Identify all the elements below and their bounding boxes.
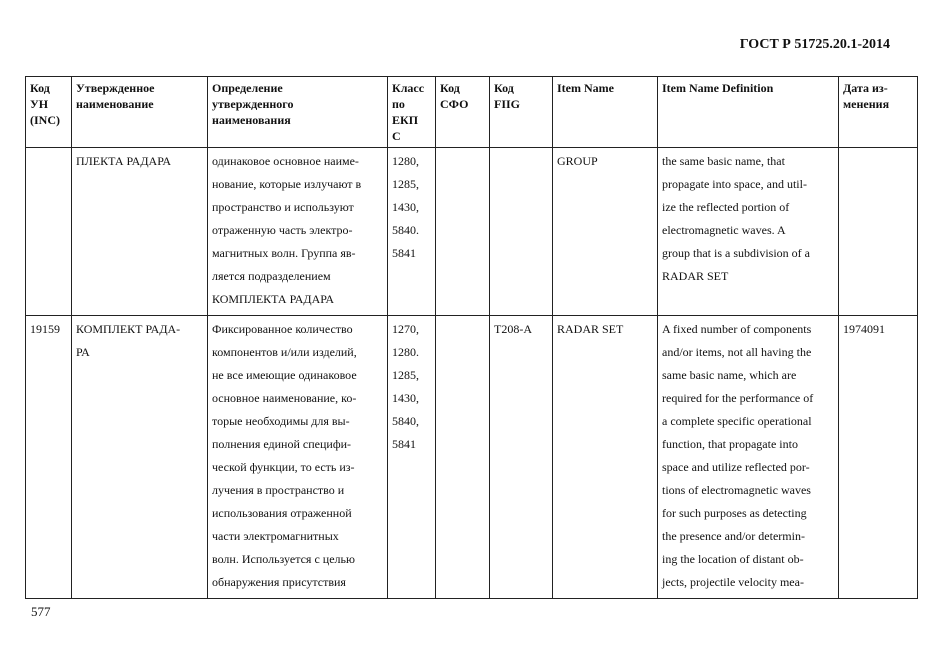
cell-line: Класс	[392, 81, 425, 95]
header-row	[26, 77, 918, 148]
cell-line: ческой функции, то есть из-	[212, 460, 355, 474]
cell-line: RADAR SET	[662, 269, 729, 283]
cell-line: не все имеющие одинаковое	[212, 368, 357, 382]
cell-line: 1430,	[392, 200, 419, 214]
cell-line: Item Name Definition	[662, 81, 774, 95]
cell-line: КОМПЛЕКТА РАДАРА	[212, 292, 335, 306]
cell-line: отраженную часть электро-	[212, 223, 353, 237]
cell-date	[839, 148, 918, 316]
cell-line: 5840,	[392, 414, 419, 428]
cell-line: обнаружения присутствия	[212, 575, 346, 589]
cell-line: нование, которые излучают в	[212, 177, 362, 191]
cell-line: propagate into space, and util-	[662, 177, 807, 191]
cell-line: (INC)	[30, 113, 60, 127]
cell-line: the same basic name, that	[662, 154, 785, 168]
cell-fiig	[490, 316, 553, 599]
cell-line: T208-A	[494, 322, 532, 336]
cell-classes	[388, 148, 436, 316]
cell-line: 1270,	[392, 322, 419, 336]
cell-line: наименования	[212, 113, 291, 127]
cell-line: 19159	[30, 322, 60, 336]
cell-line: same basic name, which are	[662, 368, 797, 382]
header-inc	[26, 77, 72, 148]
cell-line: Item Name	[557, 81, 614, 95]
cell-line: required for the performance of	[662, 391, 814, 405]
document-standard-number: ГОСТ Р 51725.20.1-2014	[739, 37, 890, 52]
cell-definition-en	[658, 316, 839, 599]
cell-name-ru	[72, 316, 208, 599]
cell-line: and/or items, not all having the	[662, 345, 812, 359]
cell-line: 1974091	[843, 322, 885, 336]
cell-line: по	[392, 97, 405, 111]
cell-definition-ru	[208, 316, 388, 599]
cell-line: наименование	[76, 97, 154, 111]
header-item-name	[553, 77, 658, 148]
cell-line: space and utilize reflected por-	[662, 460, 810, 474]
cell-fiig	[490, 148, 553, 316]
cell-line: компонентов и/или изделий,	[212, 345, 357, 359]
cell-definition-en	[658, 148, 839, 316]
table-row	[26, 316, 918, 599]
cell-line: полнения единой специфи-	[212, 437, 352, 451]
cell-line: С	[392, 129, 401, 143]
cell-line: Утвержденное	[76, 81, 155, 95]
cell-line: ПЛЕКТА РАДАРА	[76, 154, 171, 168]
cell-inc	[26, 148, 72, 316]
cell-line: Код	[30, 81, 50, 95]
table-row	[26, 148, 918, 316]
catalog-table	[25, 76, 918, 599]
cell-line: function, that propagate into	[662, 437, 798, 451]
cell-item-name	[553, 316, 658, 599]
cell-line: 5841	[392, 246, 416, 260]
cell-line: части электромагнитных	[212, 529, 339, 543]
cell-line: магнитных волн. Группа яв-	[212, 246, 356, 260]
cell-line: for such purposes as detecting	[662, 506, 807, 520]
cell-line: ing the location of distant ob-	[662, 552, 804, 566]
cell-line: торые необходимы для вы-	[212, 414, 350, 428]
cell-line: основное наименование, ко-	[212, 391, 357, 405]
cell-line: 1280,	[392, 154, 419, 168]
cell-date	[839, 316, 918, 599]
cell-line: 5840.	[392, 223, 419, 237]
cell-line: ЕКП	[392, 113, 419, 127]
cell-line: 1285,	[392, 177, 419, 191]
cell-line: Дата из-	[843, 81, 888, 95]
cell-line: the presence and/or determin-	[662, 529, 805, 543]
cell-line: одинаковое основное наиме-	[212, 154, 359, 168]
header-class	[388, 77, 436, 148]
cell-line: 1280.	[392, 345, 419, 359]
cell-line: FIIG	[494, 97, 521, 111]
cell-inc	[26, 316, 72, 599]
cell-line: 5841	[392, 437, 416, 451]
cell-line: tions of electromagnetic waves	[662, 483, 811, 497]
cell-line: GROUP	[557, 154, 598, 168]
cell-item-name	[553, 148, 658, 316]
cell-line: менения	[843, 97, 890, 111]
cell-line: a complete specific operational	[662, 414, 812, 428]
cell-line: использования отраженной	[212, 506, 352, 520]
cell-line: волн. Используется с целью	[212, 552, 355, 566]
cell-line: 1430,	[392, 391, 419, 405]
cell-line: СФО	[440, 97, 469, 111]
cell-line: Определение	[212, 81, 283, 95]
cell-line: A fixed number of components	[662, 322, 812, 336]
cell-line: electromagnetic waves. A	[662, 223, 786, 237]
cell-classes	[388, 316, 436, 599]
cell-line: 1285,	[392, 368, 419, 382]
cell-line: group that is a subdivision of a	[662, 246, 810, 260]
header-name-ru	[72, 77, 208, 148]
cell-line: RADAR SET	[557, 322, 624, 336]
cell-line: КОМПЛЕКТ РАДА-	[76, 322, 181, 336]
cell-line: Код	[494, 81, 514, 95]
cell-name-ru	[72, 148, 208, 316]
cell-line: Фиксированное количество	[212, 322, 353, 336]
cell-line: РА	[76, 345, 90, 359]
header-item-definition	[658, 77, 839, 148]
cell-line: Код	[440, 81, 460, 95]
cell-line: лучения в пространство и	[212, 483, 345, 497]
page-number: 577	[31, 604, 51, 619]
cell-line: ляется подразделением	[212, 269, 331, 283]
cell-definition-ru	[208, 148, 388, 316]
cell-line: утвержденного	[212, 97, 294, 111]
header-fiig	[490, 77, 553, 148]
cell-sfo	[436, 316, 490, 599]
header-definition-ru	[208, 77, 388, 148]
header-date	[839, 77, 918, 148]
cell-line: ize the reflected portion of	[662, 200, 790, 214]
cell-line: пространство и используют	[212, 200, 354, 214]
cell-line: УН	[30, 97, 49, 111]
header-sfo	[436, 77, 490, 148]
cell-sfo	[436, 148, 490, 316]
cell-line: jects, projectile velocity mea-	[662, 575, 804, 589]
